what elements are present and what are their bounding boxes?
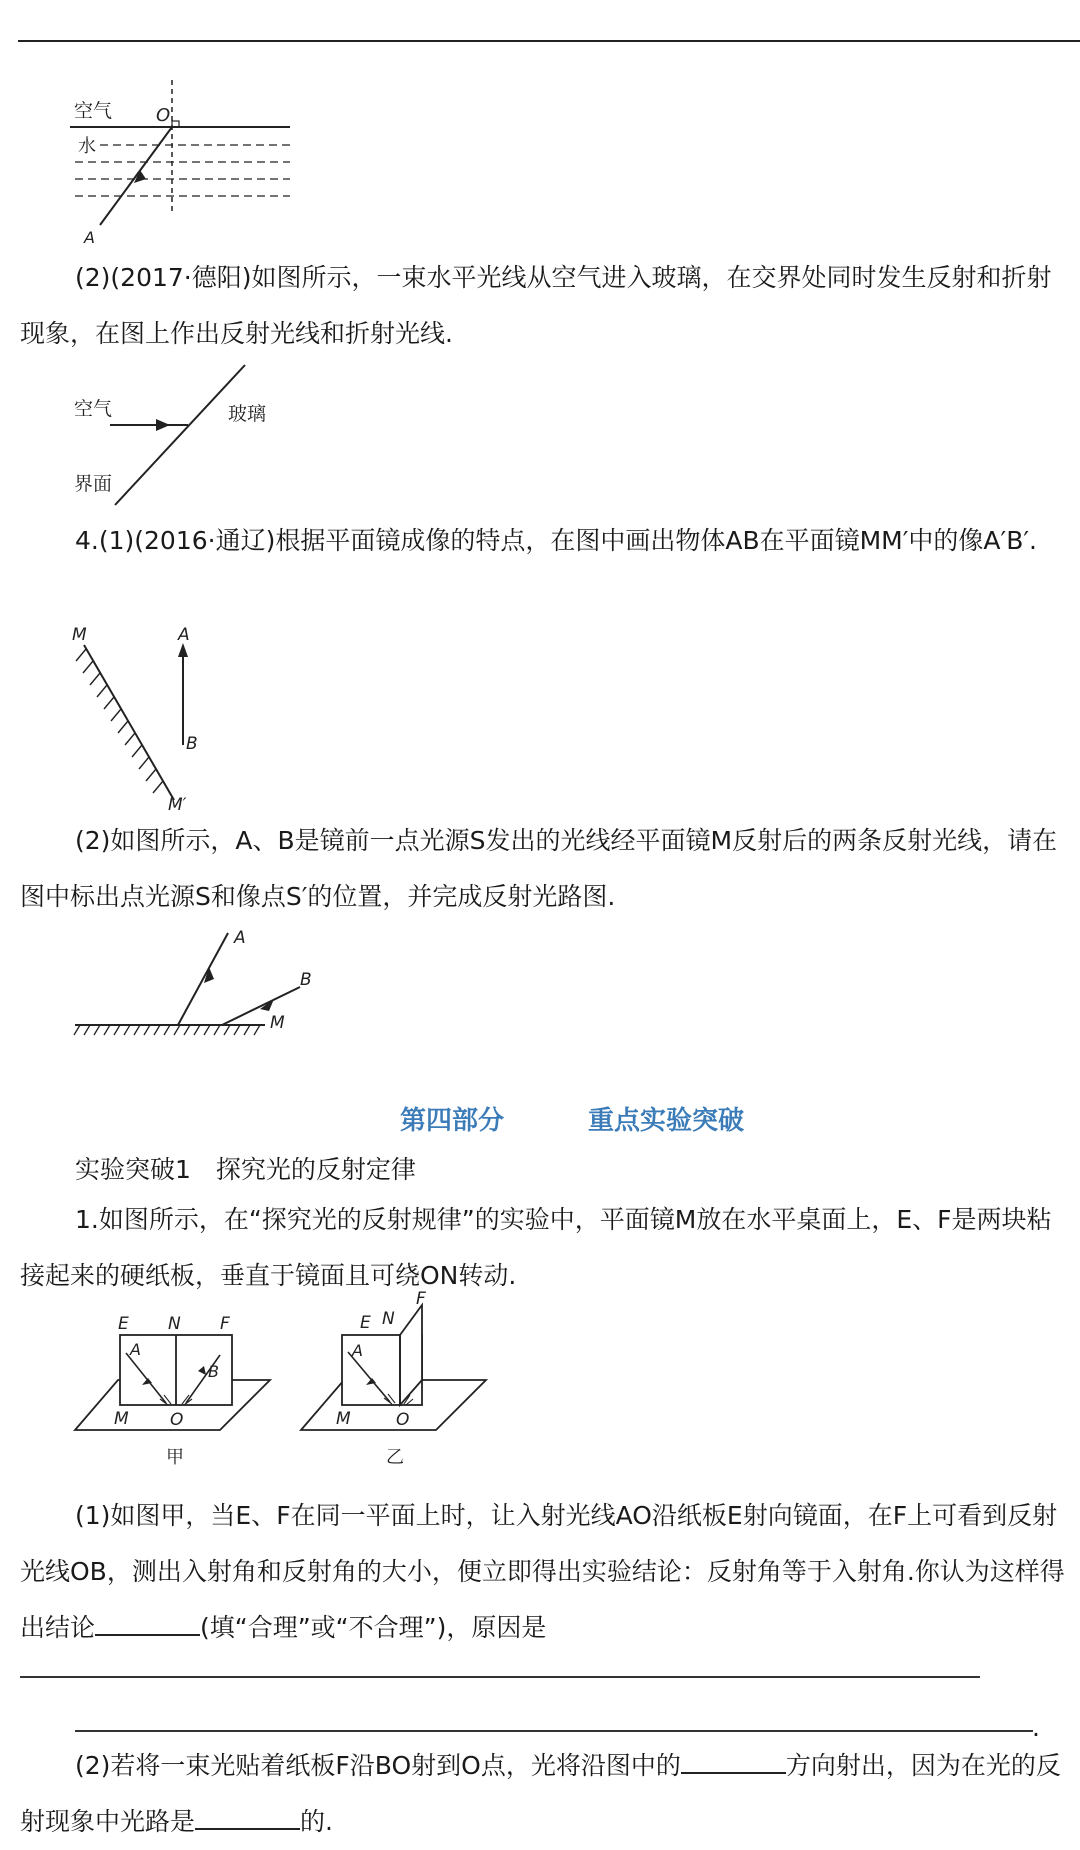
label-water: 水	[78, 136, 96, 157]
label-m-prime: M′	[168, 795, 187, 815]
reflected-ray-a	[178, 933, 228, 1025]
label-air: 空气	[74, 100, 113, 122]
section-part: 第四部分	[400, 1106, 505, 1136]
section-title: 重点实验突破	[588, 1106, 745, 1136]
label-b: B	[186, 734, 198, 754]
figure-reflected-rays	[70, 925, 320, 1045]
figure-yi	[296, 1289, 506, 1475]
mirror-hatching	[76, 649, 163, 793]
mirror-hatching	[74, 1025, 260, 1035]
label-o: O	[170, 1410, 184, 1430]
label-interface: 界面	[74, 473, 113, 495]
caption-jia: 甲	[166, 1447, 184, 1468]
object-arrowhead	[178, 643, 188, 657]
answer-blank-direction[interactable]	[681, 1752, 786, 1774]
question-4-1: 4.(1)(2016·通辽)根据平面镜成像的特点，在图中画出物体AB在平面镜MM′中的像A′B′.	[75, 526, 1037, 555]
figure-mirror-object-ab	[70, 625, 230, 815]
answer-blank-reversible[interactable]	[195, 1808, 300, 1830]
question-1-2: (2)若将一束光贴着纸板F沿BO射到O点，光将沿图中的 方向射出，因为在光的反射现象中光路是 的.	[20, 1751, 1061, 1836]
label-o: O	[396, 1410, 410, 1430]
label-f: F	[220, 1314, 230, 1334]
incident-arrowhead	[156, 419, 170, 431]
experiment-title: 实验突破1 探究光的反射定律	[75, 1155, 416, 1184]
label-a: A	[234, 928, 246, 948]
label-n: N	[382, 1309, 395, 1329]
light-ray	[100, 127, 172, 225]
label-air: 空气	[74, 398, 113, 420]
label-glass: 玻璃	[228, 403, 267, 425]
top-rule	[18, 40, 1080, 42]
label-m: M	[270, 1013, 285, 1033]
figure-air-glass-interface	[70, 360, 290, 510]
label-a: A	[84, 228, 95, 247]
interface-line	[115, 365, 245, 505]
label-e: E	[118, 1314, 129, 1334]
label-m: M	[114, 1409, 129, 1429]
label-a: A	[352, 1341, 363, 1360]
label-m: M	[72, 625, 87, 645]
label-f: F	[416, 1289, 426, 1309]
label-b: B	[208, 1362, 219, 1381]
label-a: A	[178, 625, 190, 645]
answer-line-period: .	[1032, 1713, 1040, 1742]
question-4-2: (2)如图所示，A、B是镜前一点光源S发出的光线经平面镜M反射后的两条反射光线，请在图中标出点光源S和像点S′的位置，并完成反射光路图.	[20, 826, 1058, 911]
answer-line-reason-1[interactable]	[20, 1676, 980, 1678]
question-1-1: (1)如图甲，当E、F在同一平面上时，让入射光线AO沿纸板E射向镜面，在F上可看到反射光线OB，测出入射角和反射角的大小，便立即得出实验结论：反射角等于入射角.你认为这样得出结论 (填“合理”或“不合理”)，原因是	[20, 1501, 1065, 1642]
figure-refraction-water-air	[60, 75, 300, 245]
label-m: M	[336, 1409, 351, 1429]
question-1: 1.如图所示，在“探究光的反射规律”的实验中，平面镜M放在水平桌面上，E、F是两块粘接起来的硬纸板，垂直于镜面且可绕ON转动.	[20, 1205, 1052, 1290]
label-b: B	[300, 970, 312, 990]
label-e: E	[360, 1313, 371, 1333]
label-n: N	[168, 1314, 181, 1334]
figure-jia	[70, 1315, 280, 1475]
label-a: A	[130, 1340, 141, 1359]
answer-line-reason-2[interactable]	[75, 1730, 1033, 1732]
answer-blank-reasonable[interactable]	[95, 1614, 200, 1636]
reflected-ray-b	[222, 987, 300, 1025]
mirror-line	[84, 645, 174, 800]
question-2-2: (2)(2017·德阳)如图所示，一束水平光线从空气进入玻璃，在交界处同时发生反射和折射现象，在图上作出反射光线和折射光线.	[20, 263, 1052, 348]
label-o: O	[156, 105, 171, 126]
caption-yi: 乙	[386, 1447, 404, 1468]
